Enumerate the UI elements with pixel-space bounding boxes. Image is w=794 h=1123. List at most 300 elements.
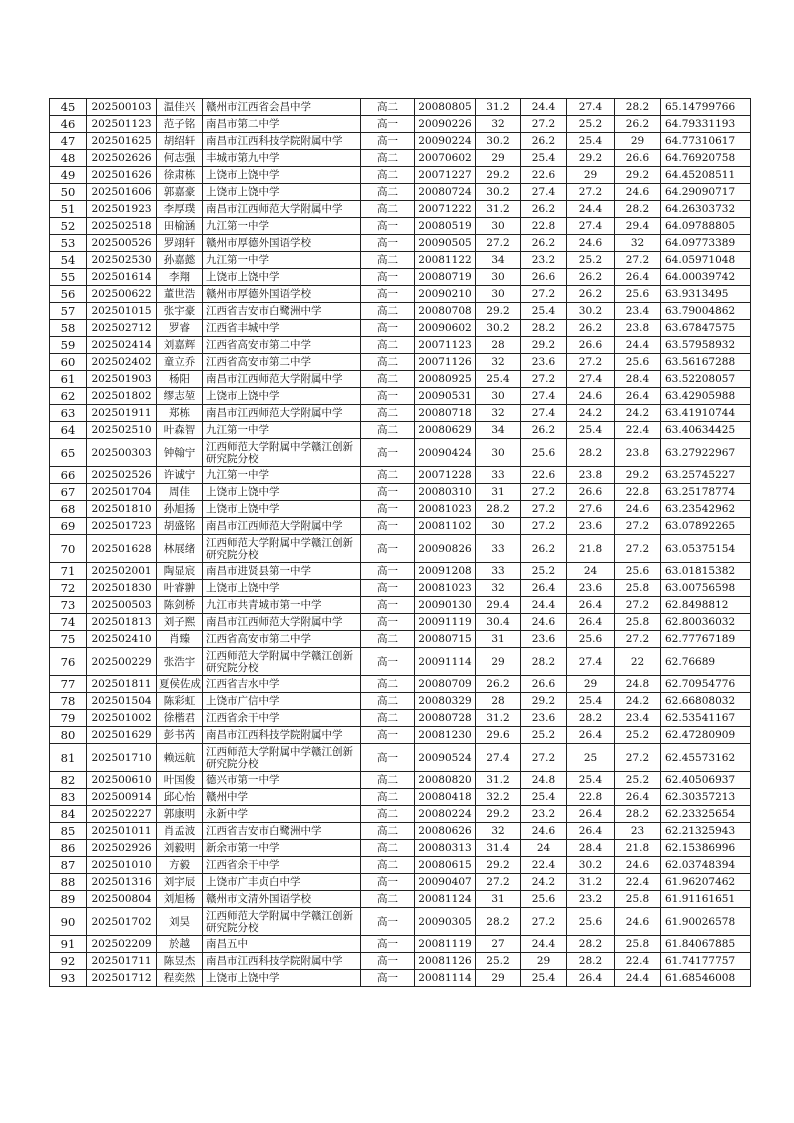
score-2-cell: 26.6 bbox=[521, 676, 567, 693]
score-3-cell: 26.4 bbox=[567, 614, 615, 631]
score-3-cell: 29 bbox=[567, 676, 615, 693]
score-2-cell: 24.6 bbox=[521, 823, 567, 840]
name-cell: 郭嘉豪 bbox=[157, 184, 203, 201]
rank-cell: 83 bbox=[50, 789, 87, 806]
total-score-cell: 63.25745227 bbox=[661, 467, 751, 484]
score-3-cell: 28.2 bbox=[567, 710, 615, 727]
name-cell: 於越 bbox=[157, 936, 203, 953]
total-score-cell: 63.25178774 bbox=[661, 484, 751, 501]
candidate-id-cell: 202501011 bbox=[87, 823, 157, 840]
score-3-cell: 27.6 bbox=[567, 501, 615, 518]
birthdate-cell: 20080724 bbox=[415, 184, 476, 201]
birthdate-cell: 20090226 bbox=[415, 116, 476, 133]
score-4-cell: 25.8 bbox=[615, 580, 661, 597]
candidate-id-cell: 202500914 bbox=[87, 789, 157, 806]
name-cell: 刘宇辰 bbox=[157, 874, 203, 891]
table-row bbox=[50, 631, 751, 648]
score-3-cell: 23.6 bbox=[567, 518, 615, 535]
score-2-cell: 25.4 bbox=[521, 303, 567, 320]
birthdate-cell: 20081102 bbox=[415, 518, 476, 535]
birthdate-cell: 20080715 bbox=[415, 631, 476, 648]
rank-cell: 68 bbox=[50, 501, 87, 518]
candidate-id-cell: 202501802 bbox=[87, 388, 157, 405]
table-row bbox=[50, 354, 751, 371]
name-cell: 童立乔 bbox=[157, 354, 203, 371]
score-1-cell: 28.2 bbox=[476, 908, 521, 936]
name-cell: 何志强 bbox=[157, 150, 203, 167]
candidate-id-cell: 202502227 bbox=[87, 806, 157, 823]
score-3-cell: 25.2 bbox=[567, 252, 615, 269]
score-4-cell: 25.6 bbox=[615, 286, 661, 303]
table-row bbox=[50, 439, 751, 467]
score-1-cell: 29.2 bbox=[476, 857, 521, 874]
score-2-cell: 24.4 bbox=[521, 99, 567, 116]
candidate-id-cell: 202502402 bbox=[87, 354, 157, 371]
name-cell: 方毅 bbox=[157, 857, 203, 874]
birthdate-cell: 20091114 bbox=[415, 648, 476, 676]
score-4-cell: 23.8 bbox=[615, 439, 661, 467]
score-2-cell: 27.2 bbox=[521, 286, 567, 303]
name-cell: 夏侯佐成 bbox=[157, 676, 203, 693]
score-4-cell: 25.6 bbox=[615, 563, 661, 580]
rank-cell: 93 bbox=[50, 970, 87, 987]
score-3-cell: 25.4 bbox=[567, 693, 615, 710]
birthdate-cell: 20071227 bbox=[415, 167, 476, 184]
grade-cell: 高二 bbox=[361, 201, 415, 218]
score-2-cell: 25.4 bbox=[521, 789, 567, 806]
name-cell: 钟翰宁 bbox=[157, 439, 203, 467]
score-4-cell: 26.4 bbox=[615, 269, 661, 286]
score-3-cell: 26.2 bbox=[567, 286, 615, 303]
rank-cell: 56 bbox=[50, 286, 87, 303]
name-cell: 叶国俊 bbox=[157, 772, 203, 789]
score-2-cell: 25.2 bbox=[521, 563, 567, 580]
total-score-cell: 62.30357213 bbox=[661, 789, 751, 806]
score-3-cell: 25.6 bbox=[567, 908, 615, 936]
score-2-cell: 27.2 bbox=[521, 484, 567, 501]
score-1-cell: 30.2 bbox=[476, 184, 521, 201]
score-1-cell: 30 bbox=[476, 218, 521, 235]
score-2-cell: 29.2 bbox=[521, 693, 567, 710]
rank-cell: 73 bbox=[50, 597, 87, 614]
candidate-id-cell: 202501010 bbox=[87, 857, 157, 874]
total-score-cell: 63.56167288 bbox=[661, 354, 751, 371]
candidate-id-cell: 202500804 bbox=[87, 891, 157, 908]
school-cell: 江西省吉安市白鹭洲中学 bbox=[203, 823, 361, 840]
score-1-cell: 27.4 bbox=[476, 744, 521, 772]
school-cell: 九江第一中学 bbox=[203, 218, 361, 235]
school-cell: 新余市第一中学 bbox=[203, 840, 361, 857]
total-score-cell: 63.9313495 bbox=[661, 286, 751, 303]
table-row bbox=[50, 286, 751, 303]
school-cell: 江西省高安市第二中学 bbox=[203, 337, 361, 354]
candidate-id-cell: 202501015 bbox=[87, 303, 157, 320]
score-4-cell: 32 bbox=[615, 235, 661, 252]
candidate-id-cell: 202501625 bbox=[87, 133, 157, 150]
rank-cell: 70 bbox=[50, 535, 87, 563]
score-2-cell: 23.6 bbox=[521, 710, 567, 727]
birthdate-cell: 20080925 bbox=[415, 371, 476, 388]
score-1-cell: 29 bbox=[476, 150, 521, 167]
score-1-cell: 29 bbox=[476, 648, 521, 676]
score-2-cell: 27.2 bbox=[521, 116, 567, 133]
score-1-cell: 34 bbox=[476, 422, 521, 439]
candidate-id-cell: 202501123 bbox=[87, 116, 157, 133]
score-3-cell: 24.2 bbox=[567, 405, 615, 422]
name-cell: 田榆涵 bbox=[157, 218, 203, 235]
school-cell: 赣州市厚德外国语学校 bbox=[203, 235, 361, 252]
total-score-cell: 64.77310617 bbox=[661, 133, 751, 150]
grade-cell: 高一 bbox=[361, 501, 415, 518]
rank-cell: 57 bbox=[50, 303, 87, 320]
birthdate-cell: 20080708 bbox=[415, 303, 476, 320]
table-row bbox=[50, 371, 751, 388]
score-3-cell: 27.4 bbox=[567, 648, 615, 676]
school-cell: 上饶市上饶中学 bbox=[203, 184, 361, 201]
score-4-cell: 29.2 bbox=[615, 167, 661, 184]
score-4-cell: 24.6 bbox=[615, 501, 661, 518]
score-2-cell: 27.2 bbox=[521, 518, 567, 535]
score-3-cell: 22.8 bbox=[567, 789, 615, 806]
candidate-id-cell: 202501704 bbox=[87, 484, 157, 501]
birthdate-cell: 20090210 bbox=[415, 286, 476, 303]
score-3-cell: 21.8 bbox=[567, 535, 615, 563]
score-2-cell: 23.6 bbox=[521, 631, 567, 648]
school-cell: 江西省高安市第二中学 bbox=[203, 354, 361, 371]
score-2-cell: 25.6 bbox=[521, 439, 567, 467]
score-3-cell: 27.4 bbox=[567, 218, 615, 235]
score-4-cell: 24.4 bbox=[615, 970, 661, 987]
table-row bbox=[50, 970, 751, 987]
name-cell: 徐楷君 bbox=[157, 710, 203, 727]
score-1-cell: 32 bbox=[476, 354, 521, 371]
score-1-cell: 28 bbox=[476, 337, 521, 354]
score-1-cell: 31.4 bbox=[476, 840, 521, 857]
candidate-id-cell: 202501711 bbox=[87, 953, 157, 970]
school-cell: 江西师范大学附属中学赣江创新研究院分校 bbox=[203, 908, 361, 936]
grade-cell: 高一 bbox=[361, 936, 415, 953]
score-4-cell: 25.8 bbox=[615, 614, 661, 631]
table-row bbox=[50, 580, 751, 597]
score-3-cell: 24 bbox=[567, 563, 615, 580]
score-2-cell: 27.2 bbox=[521, 501, 567, 518]
score-3-cell: 27.4 bbox=[567, 99, 615, 116]
score-4-cell: 27.2 bbox=[615, 631, 661, 648]
birthdate-cell: 20080629 bbox=[415, 422, 476, 439]
score-1-cell: 28.2 bbox=[476, 501, 521, 518]
name-cell: 陈剑桥 bbox=[157, 597, 203, 614]
birthdate-cell: 20081114 bbox=[415, 970, 476, 987]
birthdate-cell: 20080709 bbox=[415, 676, 476, 693]
school-cell: 江西师范大学附属中学赣江创新研究院分校 bbox=[203, 535, 361, 563]
birthdate-cell: 20071126 bbox=[415, 354, 476, 371]
score-1-cell: 31.2 bbox=[476, 710, 521, 727]
name-cell: 赖远航 bbox=[157, 744, 203, 772]
score-4-cell: 24.4 bbox=[615, 337, 661, 354]
score-4-cell: 22 bbox=[615, 648, 661, 676]
school-cell: 江西师范大学附属中学赣江创新研究院分校 bbox=[203, 744, 361, 772]
rank-cell: 78 bbox=[50, 693, 87, 710]
grade-cell: 高一 bbox=[361, 874, 415, 891]
score-3-cell: 30.2 bbox=[567, 303, 615, 320]
candidate-id-cell: 202501628 bbox=[87, 535, 157, 563]
candidate-id-cell: 202500303 bbox=[87, 439, 157, 467]
score-4-cell: 24.6 bbox=[615, 908, 661, 936]
score-1-cell: 33 bbox=[476, 563, 521, 580]
school-cell: 赣州市文清外国语学校 bbox=[203, 891, 361, 908]
grade-cell: 高一 bbox=[361, 614, 415, 631]
name-cell: 林展绪 bbox=[157, 535, 203, 563]
table-row bbox=[50, 772, 751, 789]
rank-cell: 80 bbox=[50, 727, 87, 744]
birthdate-cell: 20080719 bbox=[415, 269, 476, 286]
grade-cell: 高二 bbox=[361, 371, 415, 388]
score-2-cell: 23.2 bbox=[521, 252, 567, 269]
total-score-cell: 64.09788805 bbox=[661, 218, 751, 235]
birthdate-cell: 20071228 bbox=[415, 467, 476, 484]
score-2-cell: 22.4 bbox=[521, 857, 567, 874]
name-cell: 程奕然 bbox=[157, 970, 203, 987]
birthdate-cell: 20080820 bbox=[415, 772, 476, 789]
grade-cell: 高二 bbox=[361, 405, 415, 422]
rank-cell: 92 bbox=[50, 953, 87, 970]
grade-cell: 高一 bbox=[361, 320, 415, 337]
table-row bbox=[50, 218, 751, 235]
total-score-cell: 61.74177757 bbox=[661, 953, 751, 970]
school-cell: 上饶市上饶中学 bbox=[203, 484, 361, 501]
total-score-cell: 62.77767189 bbox=[661, 631, 751, 648]
name-cell: 肖臻 bbox=[157, 631, 203, 648]
name-cell: 李翔 bbox=[157, 269, 203, 286]
table-row bbox=[50, 744, 751, 772]
table-row bbox=[50, 405, 751, 422]
score-4-cell: 26.4 bbox=[615, 388, 661, 405]
score-2-cell: 23.2 bbox=[521, 806, 567, 823]
total-score-cell: 62.23325654 bbox=[661, 806, 751, 823]
score-4-cell: 27.2 bbox=[615, 252, 661, 269]
score-1-cell: 25.2 bbox=[476, 953, 521, 970]
score-4-cell: 22.4 bbox=[615, 422, 661, 439]
total-score-cell: 61.91161651 bbox=[661, 891, 751, 908]
table-row bbox=[50, 727, 751, 744]
school-cell: 江西师范大学附属中学赣江创新研究院分校 bbox=[203, 648, 361, 676]
school-cell: 永新中学 bbox=[203, 806, 361, 823]
score-4-cell: 22.4 bbox=[615, 874, 661, 891]
school-cell: 上饶市上饶中学 bbox=[203, 970, 361, 987]
rank-cell: 49 bbox=[50, 167, 87, 184]
grade-cell: 高二 bbox=[361, 337, 415, 354]
candidate-id-cell: 202501723 bbox=[87, 518, 157, 535]
birthdate-cell: 20080615 bbox=[415, 857, 476, 874]
total-score-cell: 64.45208511 bbox=[661, 167, 751, 184]
school-cell: 上饶市广信中学 bbox=[203, 693, 361, 710]
score-1-cell: 30.2 bbox=[476, 320, 521, 337]
score-4-cell: 23.8 bbox=[615, 320, 661, 337]
table-row bbox=[50, 422, 751, 439]
candidate-id-cell: 202500610 bbox=[87, 772, 157, 789]
birthdate-cell: 20090130 bbox=[415, 597, 476, 614]
table-row bbox=[50, 823, 751, 840]
score-3-cell: 26.4 bbox=[567, 823, 615, 840]
grade-cell: 高一 bbox=[361, 286, 415, 303]
table-row bbox=[50, 388, 751, 405]
name-cell: 范子铭 bbox=[157, 116, 203, 133]
candidate-id-cell: 202502526 bbox=[87, 467, 157, 484]
birthdate-cell: 20081119 bbox=[415, 936, 476, 953]
grade-cell: 高一 bbox=[361, 518, 415, 535]
total-score-cell: 62.03748394 bbox=[661, 857, 751, 874]
grade-cell: 高一 bbox=[361, 484, 415, 501]
school-cell: 九江第一中学 bbox=[203, 252, 361, 269]
total-score-cell: 62.21325943 bbox=[661, 823, 751, 840]
score-2-cell: 26.2 bbox=[521, 133, 567, 150]
score-1-cell: 28 bbox=[476, 693, 521, 710]
birthdate-cell: 20081124 bbox=[415, 891, 476, 908]
name-cell: 郭康明 bbox=[157, 806, 203, 823]
rank-cell: 67 bbox=[50, 484, 87, 501]
score-1-cell: 32 bbox=[476, 580, 521, 597]
score-2-cell: 29.2 bbox=[521, 337, 567, 354]
school-cell: 九江市共青城市第一中学 bbox=[203, 597, 361, 614]
rank-cell: 76 bbox=[50, 648, 87, 676]
score-1-cell: 33 bbox=[476, 535, 521, 563]
score-2-cell: 27.2 bbox=[521, 371, 567, 388]
candidate-id-cell: 202501710 bbox=[87, 744, 157, 772]
name-cell: 叶森智 bbox=[157, 422, 203, 439]
score-4-cell: 27.2 bbox=[615, 518, 661, 535]
score-2-cell: 27.2 bbox=[521, 744, 567, 772]
name-cell: 孙嘉懿 bbox=[157, 252, 203, 269]
score-2-cell: 27.4 bbox=[521, 184, 567, 201]
rank-cell: 65 bbox=[50, 439, 87, 467]
candidate-id-cell: 202500622 bbox=[87, 286, 157, 303]
school-cell: 南昌市江西科技学院附属中学 bbox=[203, 133, 361, 150]
grade-cell: 高二 bbox=[361, 252, 415, 269]
total-score-cell: 64.09773389 bbox=[661, 235, 751, 252]
table-row bbox=[50, 597, 751, 614]
candidate-id-cell: 202501002 bbox=[87, 710, 157, 727]
birthdate-cell: 20080626 bbox=[415, 823, 476, 840]
table-row bbox=[50, 320, 751, 337]
birthdate-cell: 20080313 bbox=[415, 840, 476, 857]
name-cell: 罗翊轩 bbox=[157, 235, 203, 252]
total-score-cell: 64.00039742 bbox=[661, 269, 751, 286]
score-2-cell: 25.6 bbox=[521, 891, 567, 908]
grade-cell: 高二 bbox=[361, 693, 415, 710]
score-4-cell: 26.2 bbox=[615, 116, 661, 133]
table-row bbox=[50, 806, 751, 823]
score-3-cell: 26.6 bbox=[567, 484, 615, 501]
candidate-id-cell: 202501504 bbox=[87, 693, 157, 710]
birthdate-cell: 20081230 bbox=[415, 727, 476, 744]
school-cell: 上饶市上饶中学 bbox=[203, 580, 361, 597]
score-3-cell: 23.6 bbox=[567, 580, 615, 597]
candidate-id-cell: 202502510 bbox=[87, 422, 157, 439]
birthdate-cell: 20090424 bbox=[415, 439, 476, 467]
candidate-id-cell: 202502626 bbox=[87, 150, 157, 167]
candidate-id-cell: 202502712 bbox=[87, 320, 157, 337]
total-score-cell: 61.90026578 bbox=[661, 908, 751, 936]
rank-cell: 79 bbox=[50, 710, 87, 727]
score-4-cell: 28.2 bbox=[615, 806, 661, 823]
grade-cell: 高二 bbox=[361, 823, 415, 840]
score-1-cell: 30.2 bbox=[476, 133, 521, 150]
name-cell: 许诚宁 bbox=[157, 467, 203, 484]
candidate-id-cell: 202502414 bbox=[87, 337, 157, 354]
grade-cell: 高二 bbox=[361, 710, 415, 727]
candidate-id-cell: 202500103 bbox=[87, 99, 157, 116]
school-cell: 德兴市第一中学 bbox=[203, 772, 361, 789]
score-4-cell: 25.6 bbox=[615, 354, 661, 371]
total-score-cell: 63.01815382 bbox=[661, 563, 751, 580]
name-cell: 刘子熙 bbox=[157, 614, 203, 631]
score-1-cell: 31 bbox=[476, 484, 521, 501]
table-row bbox=[50, 184, 751, 201]
score-4-cell: 28.2 bbox=[615, 99, 661, 116]
rank-cell: 52 bbox=[50, 218, 87, 235]
score-4-cell: 26.4 bbox=[615, 789, 661, 806]
score-4-cell: 24.8 bbox=[615, 676, 661, 693]
grade-cell: 高二 bbox=[361, 857, 415, 874]
score-2-cell: 25.2 bbox=[521, 727, 567, 744]
score-2-cell: 29 bbox=[521, 953, 567, 970]
birthdate-cell: 20080329 bbox=[415, 693, 476, 710]
table-row bbox=[50, 840, 751, 857]
score-1-cell: 29.4 bbox=[476, 597, 521, 614]
score-2-cell: 25.4 bbox=[521, 150, 567, 167]
score-1-cell: 32 bbox=[476, 405, 521, 422]
score-4-cell: 29.4 bbox=[615, 218, 661, 235]
table-row bbox=[50, 908, 751, 936]
name-cell: 董世浩 bbox=[157, 286, 203, 303]
score-4-cell: 24.2 bbox=[615, 693, 661, 710]
total-score-cell: 62.47280909 bbox=[661, 727, 751, 744]
score-1-cell: 31 bbox=[476, 891, 521, 908]
candidate-id-cell: 202500229 bbox=[87, 648, 157, 676]
school-cell: 上饶市上饶中学 bbox=[203, 388, 361, 405]
birthdate-cell: 20071222 bbox=[415, 201, 476, 218]
candidate-id-cell: 202502209 bbox=[87, 936, 157, 953]
rank-cell: 81 bbox=[50, 744, 87, 772]
candidate-id-cell: 202501702 bbox=[87, 908, 157, 936]
rank-cell: 69 bbox=[50, 518, 87, 535]
score-2-cell: 26.2 bbox=[521, 201, 567, 218]
name-cell: 郑栋 bbox=[157, 405, 203, 422]
table-row bbox=[50, 874, 751, 891]
table-row bbox=[50, 535, 751, 563]
school-cell: 江西师范大学附属中学赣江创新研究院分校 bbox=[203, 439, 361, 467]
score-1-cell: 31 bbox=[476, 631, 521, 648]
birthdate-cell: 20090407 bbox=[415, 874, 476, 891]
grade-cell: 高二 bbox=[361, 840, 415, 857]
table-row bbox=[50, 252, 751, 269]
school-cell: 南昌市江西师范大学附属中学 bbox=[203, 371, 361, 388]
grade-cell: 高二 bbox=[361, 150, 415, 167]
table-row bbox=[50, 648, 751, 676]
score-2-cell: 26.6 bbox=[521, 269, 567, 286]
candidate-id-cell: 202501810 bbox=[87, 501, 157, 518]
score-1-cell: 27.2 bbox=[476, 874, 521, 891]
school-cell: 上饶市上饶中学 bbox=[203, 501, 361, 518]
score-1-cell: 27.2 bbox=[476, 235, 521, 252]
score-2-cell: 26.2 bbox=[521, 422, 567, 439]
score-4-cell: 23 bbox=[615, 823, 661, 840]
school-cell: 上饶市广丰贞白中学 bbox=[203, 874, 361, 891]
birthdate-cell: 20081122 bbox=[415, 252, 476, 269]
birthdate-cell: 20080805 bbox=[415, 99, 476, 116]
score-3-cell: 26.2 bbox=[567, 320, 615, 337]
total-score-cell: 64.29090717 bbox=[661, 184, 751, 201]
